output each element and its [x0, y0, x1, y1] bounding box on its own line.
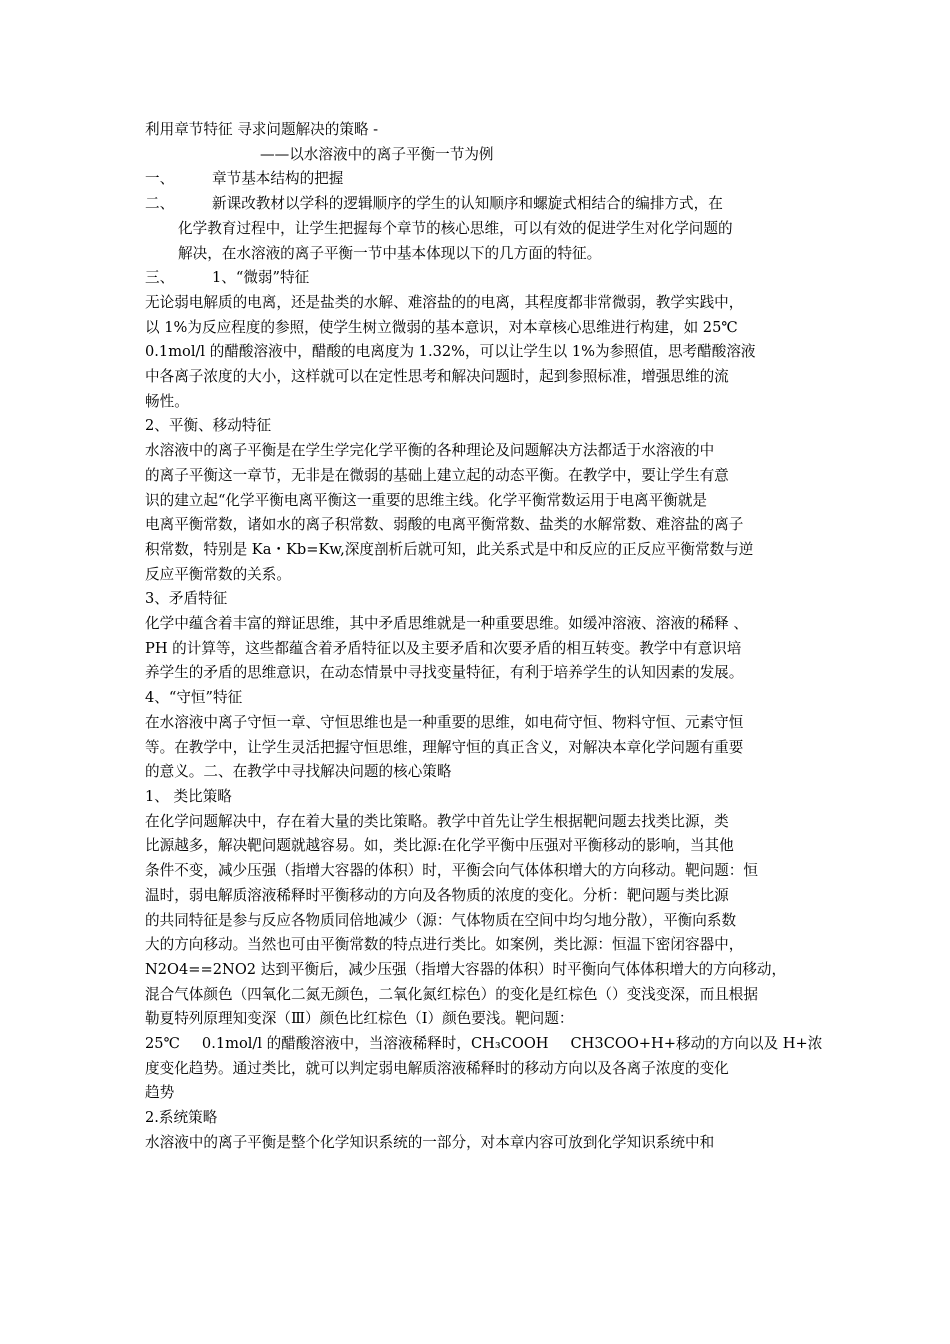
text-line: 在化学问题解决中，存在着大量的类比策略。教学中首先让学生根据靶问题去找类比源，类 [145, 812, 729, 830]
paragraph-analogy [145, 810, 825, 1106]
doc-title: 利用章节特征 寻求问题解决的策略 - [145, 121, 379, 138]
text-fragment: CH3COO+H+移动的方向以及 H+浓 [570, 1035, 823, 1053]
text-line: 养学生的矛盾的思维意识，在动态情景中寻找变量特征，有利于培养学生的认知因素的发展。 [145, 664, 744, 682]
outline-number: 一、 [145, 170, 175, 188]
text-line: 的意义。二、在教学中寻找解决问题的核心策略 [145, 763, 452, 781]
outline-item-1 [145, 167, 825, 192]
text-line: 0.1mol/l 的醋酸溶液中，醋酸的电离度为 1.32%，可以让学生以 1%为参照值，思考醋酸溶液 [145, 343, 756, 361]
text-line: 勒夏特列原理知变深（Ⅲ）颜色比红棕色（Ⅰ）颜色要浅。靶问题： [145, 1010, 574, 1028]
outline-text: 章节基本结构的把握 [212, 170, 344, 188]
text-line: 以 1%为反应程度的参照，使学生树立微弱的基本意识，对本章核心思维进行构建，如 25℃ [145, 318, 738, 336]
text-line: 畅性。 [145, 392, 189, 410]
section-heading: 2、平衡、移动特征 [145, 417, 272, 435]
text-fragment: 0.1mol/l 的醋酸溶液中，当溶液稀释时，CH₃COOH [201, 1035, 549, 1053]
text-line: 温时，弱电解质溶液稀释时平衡移动的方向及各物质的浓度的变化。分析：靶问题与类比源 [145, 886, 729, 904]
text-line: 条件不变，减少压强（指增大容器的体积）时，平衡会向气体体积增大的方向移动。靶问题：恒 [145, 862, 758, 880]
doc-subtitle: ——以水溶液中的离子平衡一节为例 [260, 145, 494, 163]
section-heading: 1、 类比策略 [145, 787, 232, 805]
text-line: 的离子平衡这一章节，无非是在微弱的基础上建立起的动态平衡。在教学中，要让学生有意 [145, 466, 729, 484]
text-line: 中各离子浓度的大小，这样就可以在定性思考和解决问题时，起到参照标准，增强思维的流 [145, 368, 729, 386]
text-line: 水溶液中的离子平衡是在学生学完化学平衡的各种理论及问题解决方法都适于水溶液的中 [145, 442, 715, 460]
section-heading: 4、“守恒”特征 [145, 689, 243, 707]
section-heading: 2.系统策略 [145, 1109, 218, 1127]
text-line: 水溶液中的离子平衡是整个化学知识系统的一部分，对本章内容可放到化学知识系统中和 [145, 1133, 715, 1151]
text-line: 反应平衡常数的关系。 [145, 565, 291, 583]
paragraph-weak [145, 291, 825, 415]
outline-line: 新课改教材以学科的逻辑顺序的学生的认知顺序和螺旋式相结合的编排方式，在 [212, 195, 723, 213]
outline-item-2 [145, 192, 825, 217]
outline-line: 解决，在水溶液的离子平衡一节中基本体现以下的几方面的特征。 [178, 244, 602, 262]
text-line: 趋势 [145, 1084, 175, 1102]
text-line: 电离平衡常数，诸如水的离子积常数、弱酸的电离平衡常数、盐类的水解常数、难溶盐的离子 [145, 516, 744, 534]
text-line [145, 1032, 825, 1057]
outline-text: 1、“微弱”特征 [212, 269, 310, 287]
section-heading: 3、矛盾特征 [145, 590, 228, 608]
text-line: 等。在教学中，让学生灵活把握守恒思维，理解守恒的真正含义，对解决本章化学问题有重要 [145, 738, 744, 756]
text-line: 的共同特征是参与反应各物质同倍地减少（源：气体物质在空间中均匀地分散），平衡向系数 [145, 911, 737, 929]
paragraph-contradiction [145, 612, 825, 686]
text-line: PH 的计算等，这些都蕴含着矛盾特征以及主要矛盾和次要矛盾的相互转变。教学中有意识培 [145, 639, 742, 657]
text-fragment: 25℃ [145, 1035, 180, 1053]
outline-number: 三、 [145, 269, 175, 287]
outline-line: 化学教育过程中，让学生把握每个章节的核心思维，可以有效的促进学生对化学问题的 [178, 219, 733, 237]
paragraph-conservation [145, 711, 825, 785]
outline-number: 二、 [145, 195, 175, 213]
text-line: 混合气体颜色（四氧化二氮无颜色，二氧化氮红棕色）的变化是红棕色（）变浅变深，而且根据 [145, 985, 758, 1003]
text-line: 大的方向移动。当然也可由平衡常数的特点进行类比。如案例，类比源：恒温下密闭容器中， [145, 936, 744, 954]
text-line: 度变化趋势。通过类比，就可以判定弱电解质溶液稀释时的移动方向以及各离子浓度的变化 [145, 1059, 729, 1077]
text-line: 无论弱电解质的电离，还是盐类的水解、难溶盐的的电离，其程度都非常微弱，教学实践中， [145, 293, 744, 311]
paragraph-system [145, 1131, 825, 1156]
text-line: 在水溶液中离子守恒一章、守恒思维也是一种重要的思维，如电荷守恒、物料守恒、元素守恒 [145, 713, 744, 731]
text-line: 识的建立起“化学平衡电离平衡这一重要的思维主线。化学平衡常数运用于电离平衡就是 [145, 491, 708, 509]
outline-item-3 [145, 266, 825, 291]
document-page [145, 118, 825, 1156]
text-line: 比源越多，解决靶问题就越容易。如，类比源:在化学平衡中压强对平衡移动的影响，当其他 [145, 837, 734, 855]
text-line: 积常数，特别是 Ka・Kb=Kw,深度剖析后就可知，此关系式是中和反应的正反应平衡常数与逆 [145, 540, 754, 558]
text-line: 化学中蕴含着丰富的辩证思维，其中矛盾思维就是一种重要思维。如缓冲溶液、溶液的稀释 、 [145, 615, 748, 633]
paragraph-equilibrium [145, 439, 825, 587]
text-line: N2O4==2NO2 达到平衡后，减少压强（指增大容器的体积）时平衡向气体体积增大的方向移动， [145, 960, 787, 978]
